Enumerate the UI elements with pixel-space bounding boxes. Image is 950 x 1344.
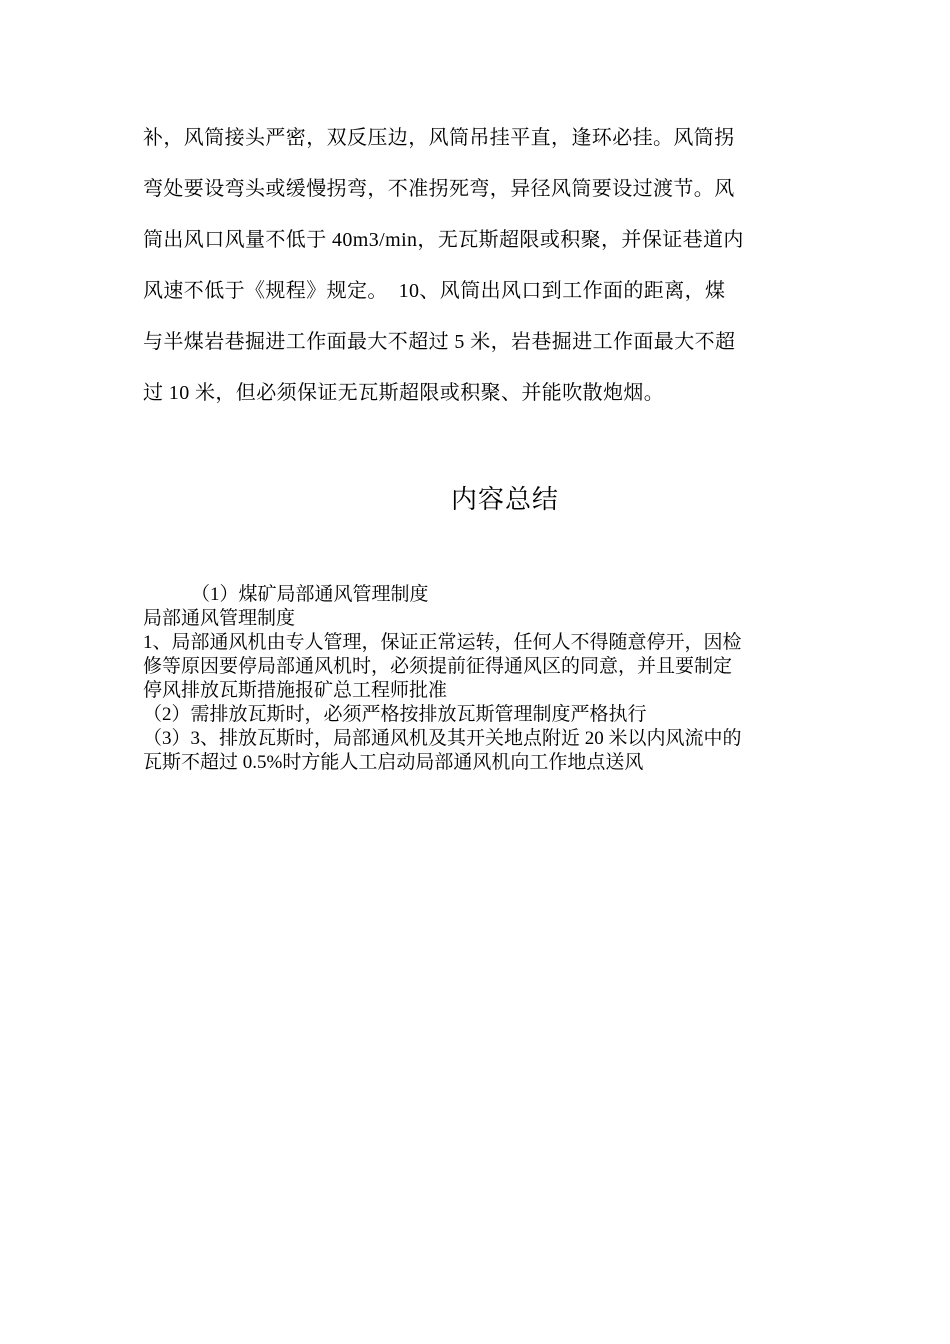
summary-line: （3）3、排放瓦斯时，局部通风机及其开关地点附近 20 米以内风流中的 [143,728,742,749]
body-text [143,118,793,424]
body-line: 过 10 米，但必须保证无瓦斯超限或积聚、并能吹散炮烟。 [143,382,665,404]
summary-line: 1、局部通风机由专人管理，保证正常运转，任何人不得随意停开，因检 [143,632,742,653]
summary-line: （1）煤矿局部通风管理制度 [191,584,429,605]
summary-line: 修等原因要停局部通风机时，必须提前征得通风区的同意，并且要制定 [143,656,733,677]
summary-line: （2）需排放瓦斯时，必须严格按排放瓦斯管理制度严格执行 [143,704,647,725]
summary-line: 局部通风管理制度 [143,608,296,629]
body-line: 与半煤岩巷掘进工作面最大不超过 5 米，岩巷掘进工作面最大不超 [143,331,736,353]
summary-line: 停风排放瓦斯措施报矿总工程师批准 [143,680,448,701]
summary-heading: 内容总结 [450,485,559,514]
body-line: 风速不低于《规程》规定。 10、风筒出风口到工作面的距离，煤 [143,280,726,302]
summary-line: 瓦斯不超过 0.5%时方能人工启动局部通风机向工作地点送风 [143,752,644,773]
summary-text [143,583,803,775]
body-line: 补，风筒接头严密，双反压边，风筒吊挂平直，逢环必挂。风筒拐 [143,127,735,149]
body-line: 弯处要设弯头或缓慢拐弯，不准拐死弯，异径风筒要设过渡节。风 [143,178,735,200]
body-line: 筒出风口风量不低于 40m3/min，无瓦斯超限或积聚，并保证巷道内 [143,229,744,251]
